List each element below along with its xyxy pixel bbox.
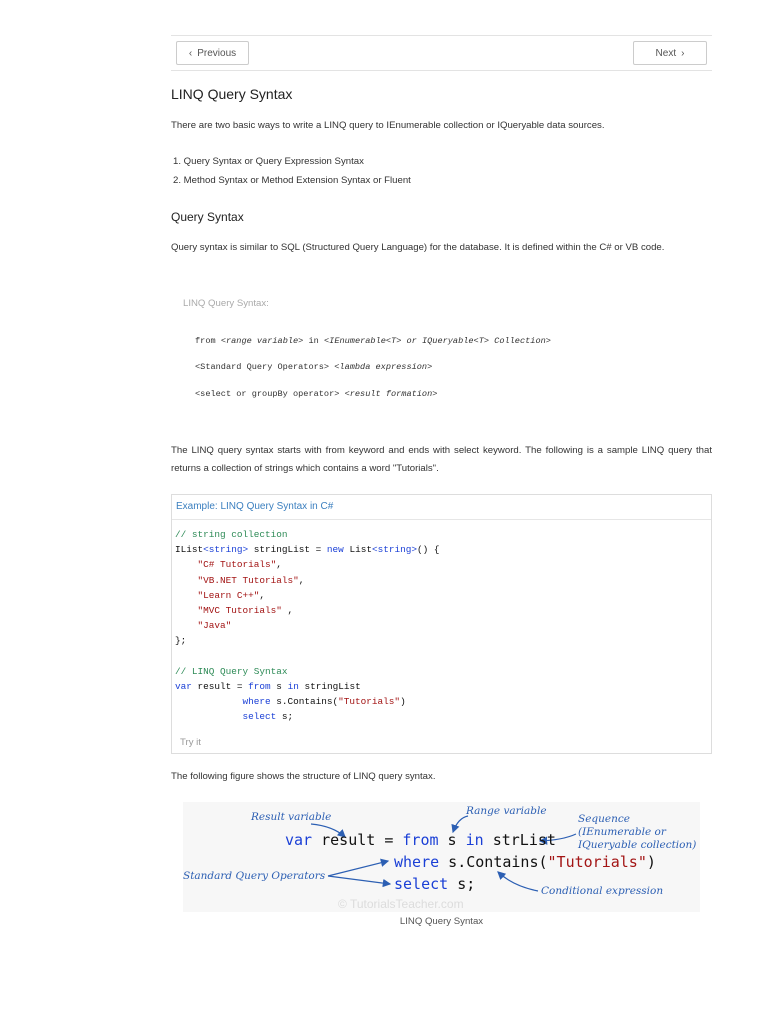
annotation-standard-query-operators: Standard Query Operators: [183, 870, 326, 882]
annotation-result-variable: Result variable: [251, 811, 332, 823]
figure-intro: The following figure shows the structure of LINQ query syntax.: [171, 771, 436, 782]
syntax-line-select: <select or groupBy operator> <result formation>: [195, 389, 438, 399]
figure-code-line-1: var result = from s in strList: [285, 831, 556, 849]
figure-code-line-2: where s.Contains("Tutorials"): [394, 853, 656, 871]
annotation-sequence: Sequence (IEnumerable or IQueryable collection): [578, 813, 697, 851]
previous-label: Previous: [197, 47, 237, 59]
syntax-line-from: from <range variable> in <IEnumerable<T> or IQueryable<T> Collection>: [195, 336, 551, 346]
try-it-link[interactable]: Try it: [180, 737, 201, 748]
syntax-line-operators: <Standard Query Operators> <lambda expression>: [195, 362, 433, 372]
syntax-box-title: LINQ Query Syntax:: [183, 298, 269, 309]
pager: [171, 35, 712, 71]
query-structure-figure: [183, 802, 700, 912]
next-label: Next: [655, 47, 677, 59]
list-item: 2. Method Syntax or Method Extension Syntax or Fluent: [173, 175, 411, 186]
previous-button[interactable]: [176, 41, 249, 65]
chevron-right-icon: ›: [681, 47, 685, 59]
annotation-range-variable: Range variable: [466, 805, 547, 817]
intro-paragraph: There are two basic ways to write a LINQ query to IEnumerable collection or IQueryable data sources.: [171, 120, 605, 131]
page-title: LINQ Query Syntax: [171, 86, 293, 102]
list-item: 1. Query Syntax or Query Expression Syntax: [173, 156, 364, 167]
chevron-left-icon: ‹: [188, 47, 193, 59]
ways-list: [173, 152, 411, 190]
section-title: Query Syntax: [171, 210, 244, 224]
code-block: // string collection IList<string> stringList = new List<string>() { "C# Tutorials", "VB.NET Tutorials", "Learn C++", "MVC Tutorials" , "Java" }; // LINQ Query Syntax var result = from s in stringList where s.Contains("Tutorials") select s;: [175, 529, 440, 723]
section-description: Query syntax is similar to SQL (Structured Query Language) for the database. It is defined within the C# or VB code.: [171, 242, 665, 253]
example-title: Example: LINQ Query Syntax in C#: [172, 495, 711, 520]
arrow-operators-where: [328, 861, 388, 876]
figure-caption: LINQ Query Syntax: [399, 916, 484, 927]
watermark: © TutorialsTeacher.com: [338, 897, 464, 911]
example-box: [171, 494, 712, 754]
annotation-conditional-expression: Conditional expression: [541, 885, 664, 897]
syntax-explanation: The LINQ query syntax starts with from keyword and ends with select keyword. The following is a sample LINQ query that returns a collection of strings which contains a word "Tutorials".: [171, 445, 712, 474]
arrow-range-variable: [453, 816, 468, 832]
arrow-operators-select: [328, 876, 390, 884]
figure-code-line-3: select s;: [394, 875, 476, 893]
arrow-conditional: [498, 872, 538, 891]
next-button[interactable]: [633, 41, 707, 65]
